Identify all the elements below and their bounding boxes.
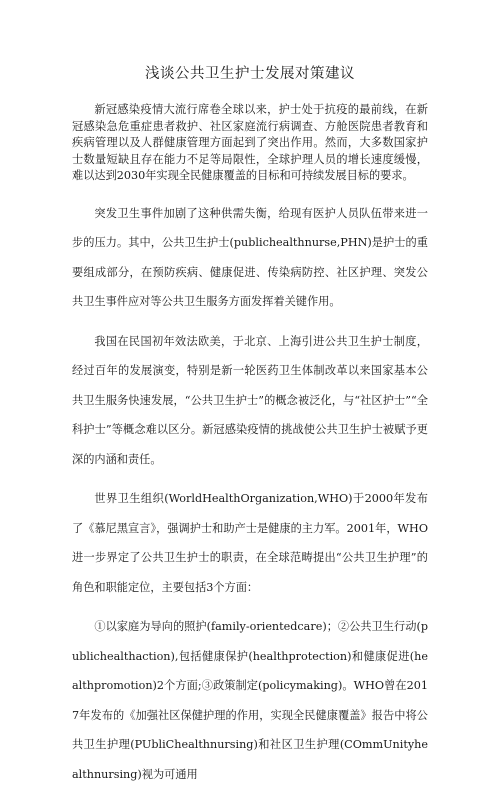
- paragraph-4: 世界卫生组织(WorldHealthOrganization,WHO)于2000年发布了《慕尼黑宣言》，强调护士和助产士是健康的主力军。2001年，WHO进一步界定了公共卫生护士的职责，在全球范畴提出“公共卫生护理”的角色和职能定位，主要包括3个方面：: [72, 492, 428, 594]
- paragraph-1: 新冠感染疫情大流行席卷全球以来，护士处于抗疫的最前线，在新冠感染急危重症患者救护、社区家庭流行病调查、方舱医院患者教育和疾病管理以及人群健康管理方面起到了突出作用。然而，大多数国家护士数量短缺且存在能力不足等局限性，全球护理人员的增长速度缓慢，难以达到2030年实现全民健康覆盖的目标和可持续发展目标的要求。: [72, 103, 428, 182]
- document-title: 浅谈公共卫生护士发展对策建议: [145, 66, 355, 82]
- paragraph-5: ①以家庭为导向的照护(family-orientedcare)；②公共卫生行动(publichealthaction),包括健康保护(healthprotection)和健康促进(healthpromotion)2个方面;③政策制定(policymaking)。WHO曾在2017年发布的《加强社区保健护理的作用，实现全民健康覆盖》报告中将公共卫生护理(PUbliChealthnursing)和社区卫生护理(COmmUnityhealthnursing)视为可通用: [72, 620, 428, 781]
- paragraph-2: 突发卫生事件加剧了这种供需失衡，给现有医护人员队伍带来进一步的压力。其中，公共卫生护士(publichealthnurse,PHN)是护士的重要组成部分，在预防疾病、健康促进、传染病防控、社区护理、突发公共卫生事件应对等公共卫生服务方面发挥着关键作用。: [72, 206, 428, 308]
- paragraph-3: 我国在民国初年效法欧美，于北京、上海引进公共卫生护士制度，经过百年的发展演变，特别是新一轮医药卫生体制改革以来国家基本公共卫生服务快速发展，“公共卫生护士”的概念被泛化，与“社区护士”“全科护士”等概念难以区分。新冠感染疫情的挑战使公共卫生护士被赋予更深的内涵和责任。: [72, 334, 428, 466]
